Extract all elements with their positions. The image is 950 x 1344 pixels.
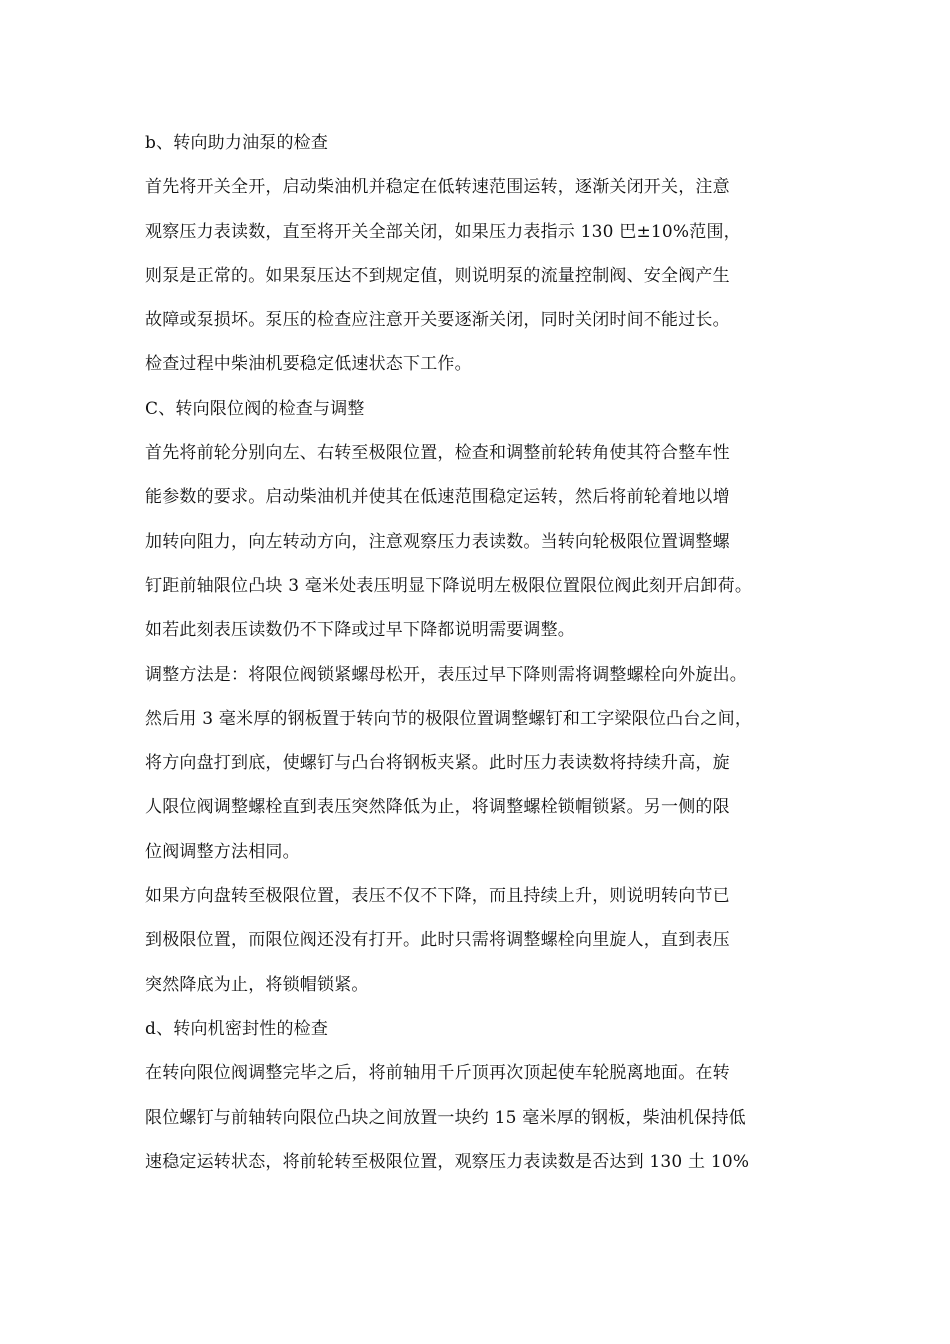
paragraph-line: 在转向限位阀调整完毕之后，将前轴用千斤顶再次顶起使车轮脱离地面。在转: [145, 1063, 730, 1084]
section-heading-d: d、转向机密封性的检查: [145, 1018, 329, 1039]
paragraph-line: 故障或泵损坏。泵压的检查应注意开关要逐渐关闭，同时关闭时间不能过长。: [145, 310, 730, 331]
paragraph-line: 加转向阻力，向左转动方向，注意观察压力表读数。当转向轮极限位置调整螺: [145, 531, 730, 552]
paragraph-line: 首先将前轮分别向左、右转至极限位置，检查和调整前轮转角使其符合整车性: [145, 443, 730, 464]
paragraph-line: 到极限位置，而限位阀还没有打开。此时只需将调整螺栓向里旋人，直到表压: [145, 930, 730, 951]
paragraph-line: 检查过程中柴油机要稳定低速状态下工作。: [145, 354, 472, 375]
paragraph-line: 位阀调整方法相同。: [145, 841, 300, 862]
paragraph-line: 能参数的要求。启动柴油机并使其在低速范围稳定运转，然后将前轮着地以增: [145, 487, 730, 508]
paragraph-line: 突然降底为止，将锁帽锁紧。: [145, 974, 369, 995]
paragraph-line: 观察压力表读数，直至将开关全部关闭，如果压力表指示 130 巴±10%范围，: [145, 221, 741, 242]
paragraph-line: 限位螺钉与前轴转向限位凸块之间放置一块约 15 毫米厚的钢板，柴油机保持低: [145, 1107, 746, 1128]
paragraph-line: 如果方向盘转至极限位置，表压不仅不下降，而且持续上升，则说明转向节已: [145, 886, 730, 907]
paragraph-line: 首先将开关全开，启动柴油机并稳定在低转速范围运转，逐渐关闭开关，注意: [145, 177, 730, 198]
paragraph-line: 速稳定运转状态，将前轮转至极限位置，观察压力表读数是否达到 130 土 10%: [145, 1151, 750, 1172]
paragraph-line: 调整方法是：将限位阀锁紧螺母松开，表压过早下降则需将调整螺栓向外旋出。: [145, 664, 747, 685]
paragraph-line: 则泵是正常的。如果泵压达不到规定值，则说明泵的流量控制阀、安全阀产生: [145, 265, 730, 286]
document-body: [145, 121, 810, 1184]
paragraph-line: 钉距前轴限位凸块 3 毫米处表压明显下降说明左极限位置限位阀此刻开启卸荷。: [145, 575, 753, 596]
paragraph-line: 然后用 3 毫米厚的钢板置于转向节的极限位置调整螺钉和工字梁限位凸台之间，: [145, 708, 753, 729]
paragraph-line: 人限位阀调整螺栓直到表压突然降低为止，将调整螺栓锁帽锁紧。另一侧的限: [145, 797, 730, 818]
paragraph-line: 将方向盘打到底，使螺钉与凸台将钢板夹紧。此时压力表读数将持续升高，旋: [145, 753, 730, 774]
section-heading-c: C、转向限位阀的检查与调整: [145, 398, 365, 419]
paragraph-line: 如若此刻表压读数仍不下降或过早下降都说明需要调整。: [145, 620, 575, 641]
section-heading-b: b、转向助力油泵的检查: [145, 133, 329, 153]
